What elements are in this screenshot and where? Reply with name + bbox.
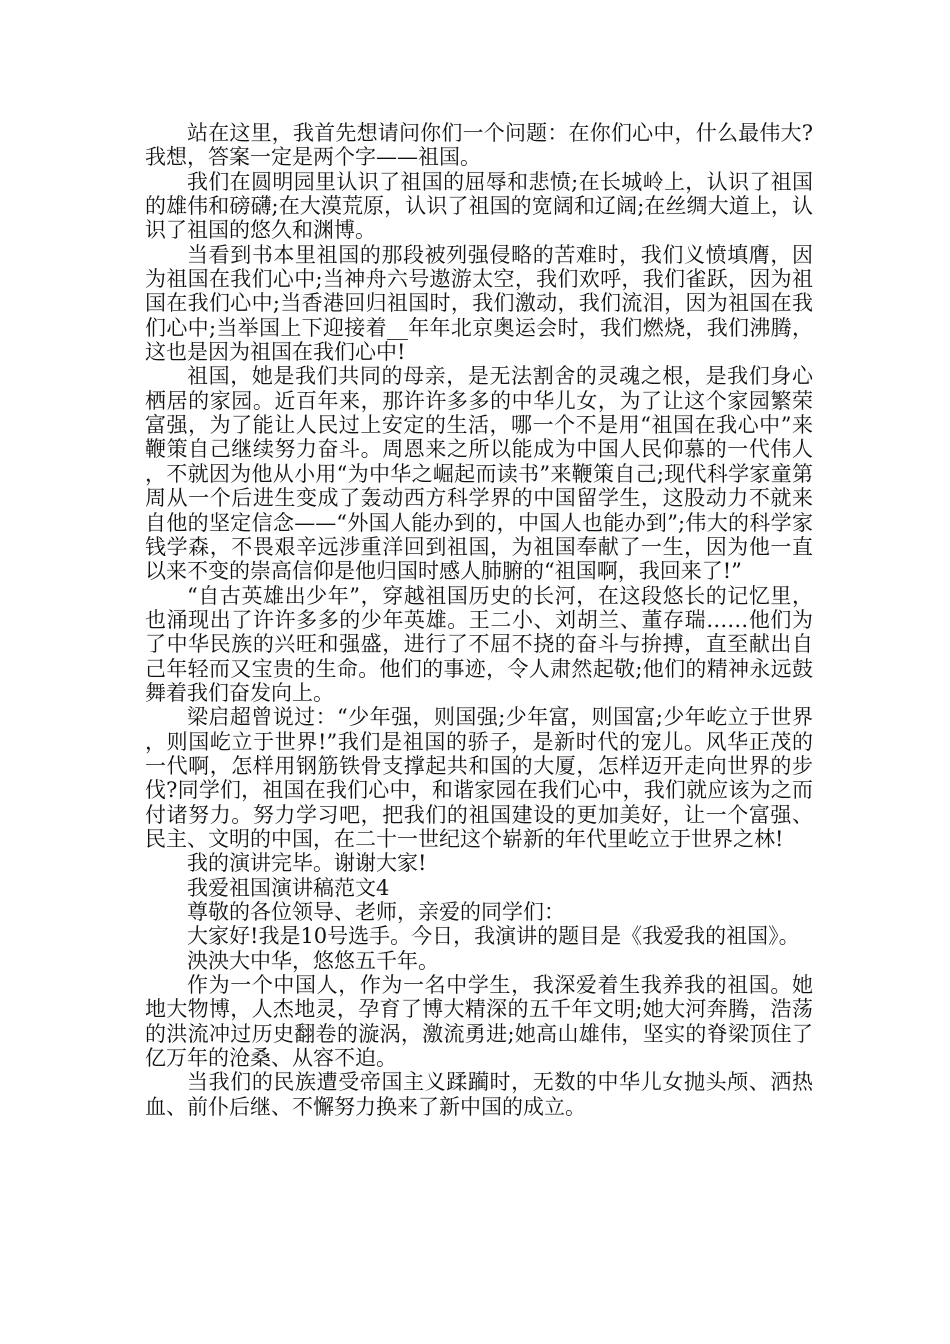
paragraph: 当看到书本里祖国的那段被列强侵略的苦难时，我们义愤填膺，因为祖国在我们心中;当神舟六号遨游太空，我们欢呼，我们雀跃，因为祖国在我们心中;当香港回归祖国时，我们激动，我们流泪，因为祖国在我们心中;当举国上下迎接着__年年北京奥运会时，我们燃烧，我们沸腾，这也是因为祖国在我们心中! xyxy=(145,242,813,365)
paragraph: 大家好!我是10号选手。今日，我演讲的题目是《我爱我的祖国》。 xyxy=(187,924,800,949)
paragraph: 作为一个中国人，作为一名中学生，我深爱着生我养我的祖国。她地大物博，人杰地灵，孕育了博大精深的五千年文明;她大河奔腾，浩荡的洪流冲过历史翻卷的漩涡，激流勇进;她高山雄伟，坚实的脊梁顶住了亿万年的沧桑、从容不迫。 xyxy=(145,973,813,1071)
paragraph: 梁启超曾说过：“少年强，则国强;少年富，则国富;少年屹立于世界，则国屹立于世界!”我们是祖国的骄子，是新时代的宠儿。风华正茂的一代啊，怎样用钢筋铁骨支撑起共和国的大厦，怎样迈开走向世界的步伐?同学们，祖国在我们心中，和谐家园在我们心中，我们就应该为之而付诸努力。努力学习吧，把我们的祖国建设的更加美好，让一个富强、民主、文明的中国，在二十一世纪这个崭新的年代里屹立于世界之林! xyxy=(145,705,813,851)
paragraph: 泱泱大中华，悠悠五千年。 xyxy=(187,948,439,973)
paragraph: 祖国，她是我们共同的母亲，是无法割舍的灵魂之根，是我们身心栖居的家园。近百年来，那许许多多的中华儿女，为了让这个家园繁荣富强，为了能让人民过上安定的生活，哪一个不是用“祖国在我心中”来鞭策自己继续努力奋斗。周恩来之所以能成为中国人民仰慕的一代伟人，不就因为他从小用“为中华之崛起而读书”来鞭策自己;现代科学家童第周从一个后进生变成了轰动西方科学界的中国留学生，这股动力不就来自他的坚定信念——“外国人能办到的，中国人也能办到”;伟大的科学家钱学森，不畏艰辛远涉重洋回到祖国，为祖国奉献了一生，因为他一直以来不变的崇高信仰是他归国时感人肺腑的“祖国啊，我回来了!” xyxy=(145,364,813,584)
paragraph: 当我们的民族遭受帝国主义蹂躏时，无数的中华儿女抛头颅、洒热血、前仆后继、不懈努力换来了新中国的成立。 xyxy=(145,1070,813,1119)
closing-line: 我的演讲完毕。谢谢大家! xyxy=(187,851,427,876)
paragraph: 我们在圆明园里认识了祖国的屈辱和悲愤;在长城岭上，认识了祖国的雄伟和磅礴;在大漠荒原，认识了祖国的宽阔和辽阔;在丝绸大道上，认识了祖国的悠久和渊博。 xyxy=(145,169,813,243)
paragraph: “自古英雄出少年”，穿越祖国历史的长河，在这段悠长的记忆里，也涌现出了许许多多的少年英雄。王二小、刘胡兰、董存瑞……他们为了中华民族的兴旺和强盛，进行了不屈不挠的奋斗与拚搏，直至献出自己年轻而又宝贵的生命。他们的事迹，令人肃然起敬;他们的精神永远鼓舞着我们奋发向上。 xyxy=(145,583,813,705)
section-title: 我爱祖国演讲稿范文4 xyxy=(187,875,390,900)
salutation: 尊敬的各位领导、老师，亲爱的同学们： xyxy=(187,900,565,924)
paragraph: 站在这里，我首先想请问你们一个问题：在你们心中，什么最伟大?我想，答案一定是两个字——祖国。 xyxy=(145,121,813,170)
document-body xyxy=(145,121,813,1119)
